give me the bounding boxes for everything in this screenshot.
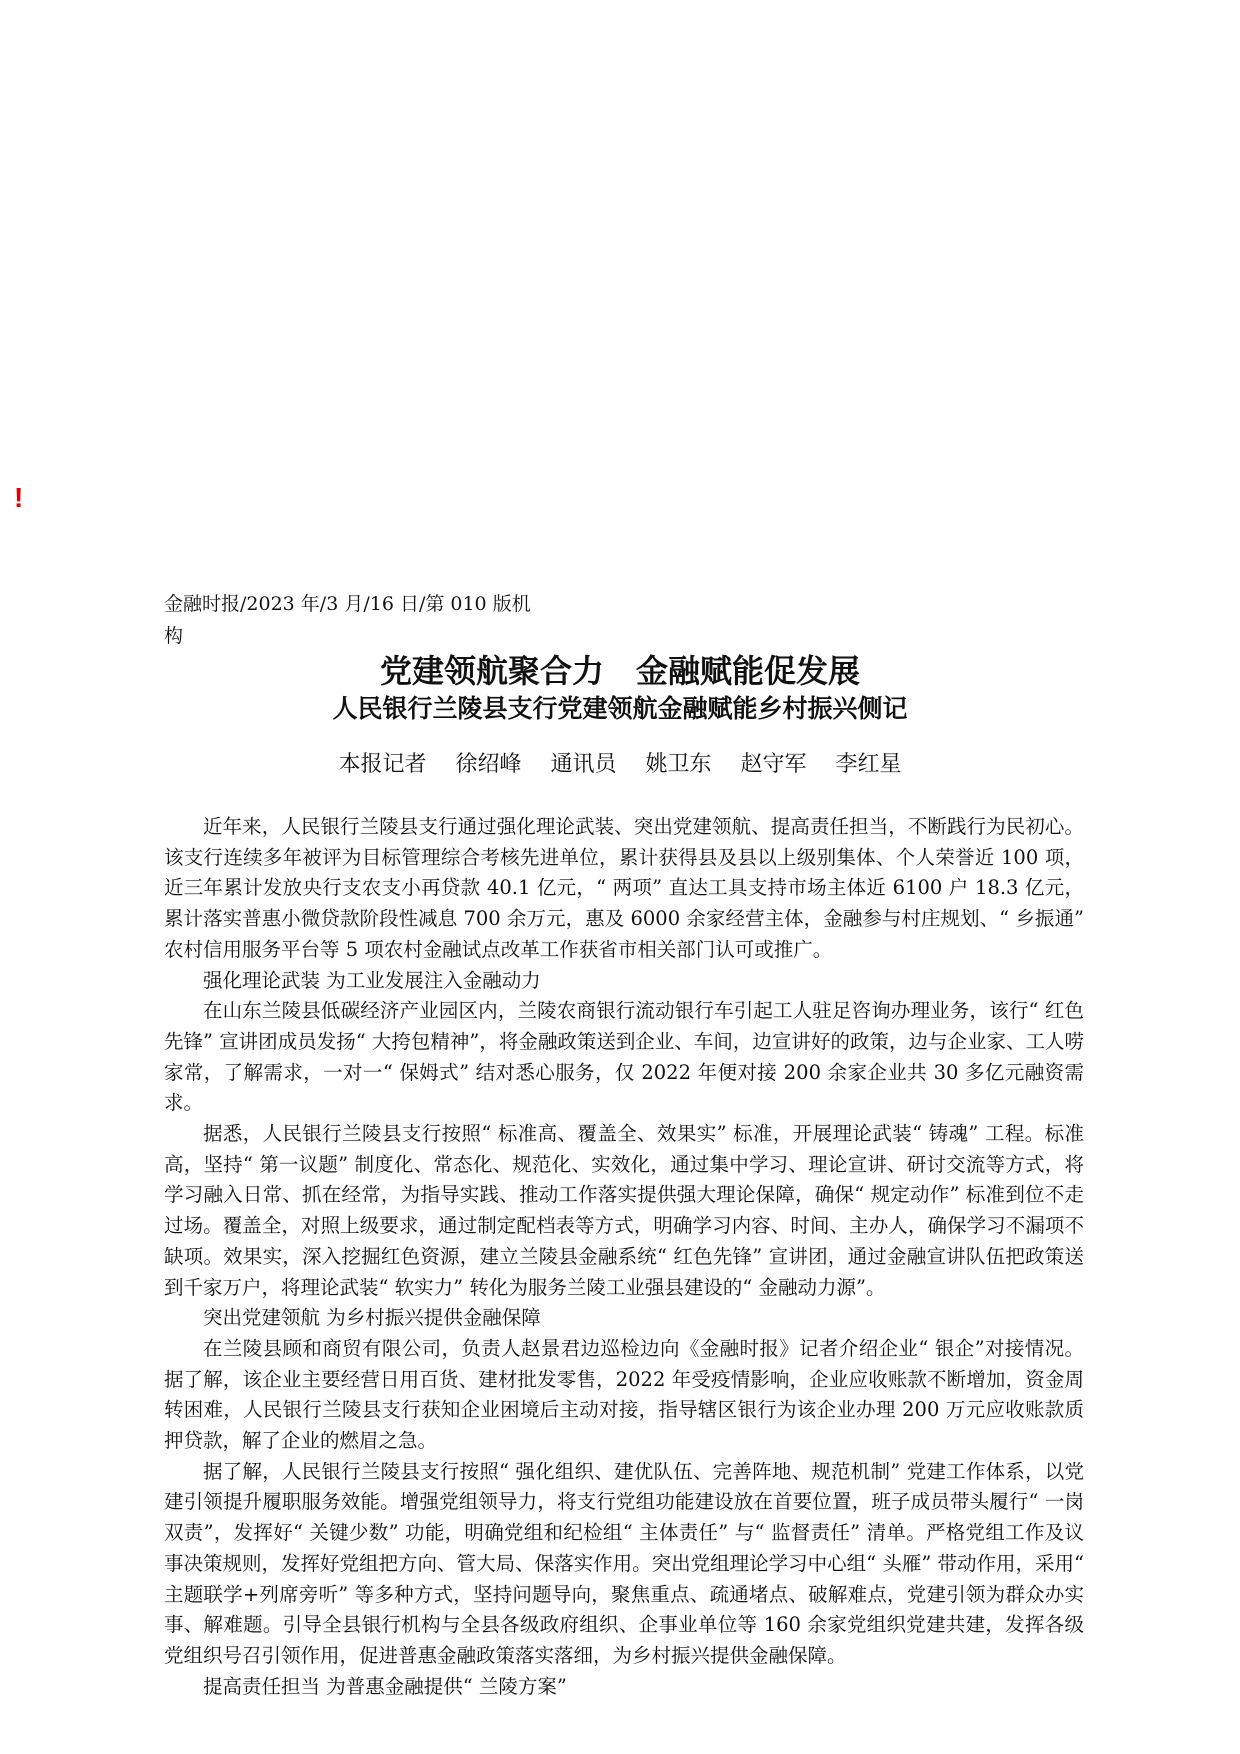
paragraph-intro: 近年来，人民银行兰陵县支行通过强化理论武装、突出党建领航、提高责任担当，不断践行为民初心。该支行连续多年被评为目标管理综合考核先进单位，累计获得县及县以上级别集体、个人荣誉近 100 项，近三年累计发放央行支农支小再贷款 40.1 亿元，“ 两项” 直达工具支持市场主体近 6100 户 18.3 亿元，累计落实普惠小微贷款阶段性减息 700 余万元，惠及 6000 余家经营主体，金融参与村庄规划、“ 乡振通” 农村信用服务平台等 5 项农村金融试点改革工作获省市相关部门认可或推广。: [164, 815, 1084, 961]
red-exclamation-mark: !: [14, 482, 24, 513]
article-subtitle: 人民银行兰陵县支行党建领航金融赋能乡村振兴侧记: [332, 694, 908, 723]
paragraph: 据了解，人民银行兰陵县支行按照“ 强化组织、建优队伍、完善阵地、规范机制” 党建工作体系，以党建引领提升履职服务效能。增强党组领导力，将支行党组功能建设放在首要位置，班子成员带头履行“ 一岗双责”，发挥好“ 关键少数” 功能，明确党组和纪检组“ 主体责任” 与“ 监督责任” 清单。严格党组工作及议事决策规则，发挥好党组把方向、管大局、保落实作用。突出党组理论学习中心组“ 头雁” 带动作用，采用“ 主题联学+列席旁听” 等多种方式，坚持问题导向，聚焦重点、疏通堵点、破解难点，党建引领为群众办实事、解难题。引导全县银行机构与全县各级政府组织、企事业单位等 160 余家党组织党建共建，发挥各级党组织号召引领作用，促进普惠金融政策落实落细，为乡村振兴提供金融保障。: [164, 1459, 1084, 1667]
paragraph: 在山东兰陵县低碳经济产业园区内，兰陵农商银行流动银行车引起工人驻足咨询办理业务，该行“ 红色先锋” 宣讲团成员发扬“ 大挎包精神”，将金融政策送到企业、车间，边宣讲好的政策，边与企业家、工人唠家常，了解需求，一对一“ 保姆式” 结对悉心服务，仅 2022 年便对接 200 余家企业共 30 多亿元融资需求。: [164, 999, 1084, 1115]
paragraph: 在兰陵县顾和商贸有限公司，负责人赵景君边巡检边向《金融时报》记者介绍企业“ 银企”对接情况。据了解，该企业主要经营日用百货、建材批发零售，2022 年受疫情影响，企业应收账款不断增加，资金周转困难，人民银行兰陵县支行获知企业困境后主动对接，指导辖区银行为该企业办理 200 万元应收账款质押贷款，解了企业的燃眉之急。: [164, 1336, 1084, 1453]
section-heading-1: 强化理论武装 为工业发展注入金融动力: [203, 968, 541, 992]
paragraph: 据悉，人民银行兰陵县支行按照“ 标准高、覆盖全、效果实” 标准，开展理论武装“ 铸魂” 工程。标准高，坚持“ 第一议题” 制度化、常态化、规范化、实效化，通过集中学习、理论宣讲、研讨交流等方式，将学习融入日常、抓在经常，为指导实践、推动工作落实提供强大理论保障，确保“ 规定动作” 标准到位不走过场。覆盖全，对照上级要求，通过制定配档表等方式，明确学习内容、时间、主办人，确保学习不漏项不缺项。效果实，深入挖掘红色资源，建立兰陵县金融系统“ 红色先锋” 宣讲团，通过金融宣讲队伍把政策送到千家万户，将理论武装“ 软实力” 转化为服务兰陵工业强县建设的“ 金融动力源”。: [164, 1122, 1084, 1299]
article-title: 党建领航聚合力 金融赋能促发展: [379, 652, 860, 690]
source-line: 金融时报/2023 年/3 月/16 日/第 010 版机构: [164, 593, 531, 647]
article-body: [164, 812, 1084, 1702]
section-heading-2: 突出党建领航 为乡村振兴提供金融保障: [203, 1306, 541, 1330]
byline: 本报记者 徐绍峰 通讯员 姚卫东 赵守军 李红星: [338, 752, 902, 777]
section-heading-3: 提高责任担当 为普惠金融提供“ 兰陵方案”: [203, 1674, 567, 1698]
